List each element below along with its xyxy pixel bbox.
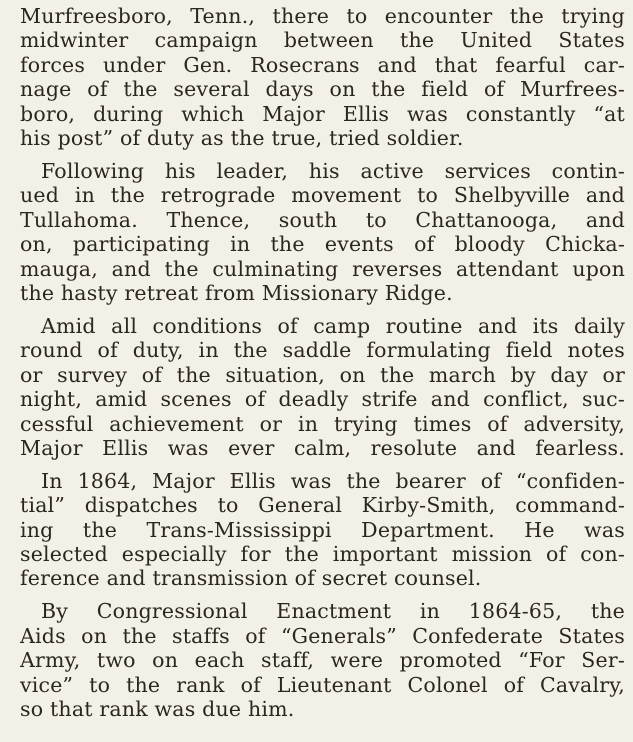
- text-line: night, amid scenes of deadly strife and conflict, suc-: [20, 387, 625, 412]
- paragraph-4: [20, 469, 625, 591]
- text-line: nage of the several days on the field of Murfrees-: [20, 77, 625, 102]
- text-line: boro, during which Major Ellis was constantly “at: [20, 101, 625, 126]
- text-line: By Congressional Enactment in 1864-65, the: [41, 599, 625, 624]
- text-line: Aids on the staffs of “Generals” Confederate States: [20, 623, 625, 648]
- text-line: forces under Gen. Rosecrans and that fearful car-: [20, 52, 625, 77]
- text-line: Amid all conditions of camp routine and its daily: [41, 313, 625, 338]
- paragraph-5: [20, 599, 625, 721]
- paragraph-2: [20, 159, 625, 305]
- text-line: midwinter campaign between the United States: [20, 28, 625, 53]
- text-line: tial” dispatches to General Kirby-Smith, command-: [20, 493, 625, 518]
- text-line: Major Ellis was ever calm, resolute and fearless.: [20, 435, 625, 460]
- text-line: In 1864, Major Ellis was the bearer of “confiden-: [41, 468, 625, 493]
- text-line: or survey of the situation, on the march by day or: [20, 362, 625, 387]
- paragraph-3: [20, 314, 625, 460]
- text-line: on, participating in the events of bloody Chicka-: [20, 232, 625, 257]
- text-line: ing the Trans-Mississippi Department. He was: [20, 517, 625, 542]
- text-line: Tullahoma. Thence, south to Chattanooga, and: [20, 207, 625, 232]
- text-line: cessful achievement or in trying times of adversity,: [20, 411, 625, 436]
- text-line: vice” to the rank of Lieutenant Colonel of Cavalry,: [20, 672, 625, 697]
- text-line: so that rank was due him.: [20, 696, 295, 721]
- text-line: mauga, and the culminating reverses attendant upon: [20, 256, 625, 281]
- text-line: the hasty retreat from Missionary Ridge.: [20, 280, 453, 305]
- paragraph-1: [20, 4, 625, 150]
- text-line: his post” of duty as the true, tried soldier.: [20, 126, 464, 151]
- text-line: selected especially for the important mission of con-: [20, 542, 625, 567]
- text-line: ued in the retrograde movement to Shelbyville and: [20, 183, 625, 208]
- text-line: ference and transmission of secret counsel.: [20, 566, 482, 591]
- text-line: round of duty, in the saddle formulating field notes: [20, 338, 625, 363]
- text-line: Following his leader, his active services contin-: [41, 158, 625, 183]
- text-line: Army, two on each staff, were promoted “For Ser-: [20, 648, 625, 673]
- text-line: Murfreesboro, Tenn., there to encounter the trying: [20, 4, 625, 28]
